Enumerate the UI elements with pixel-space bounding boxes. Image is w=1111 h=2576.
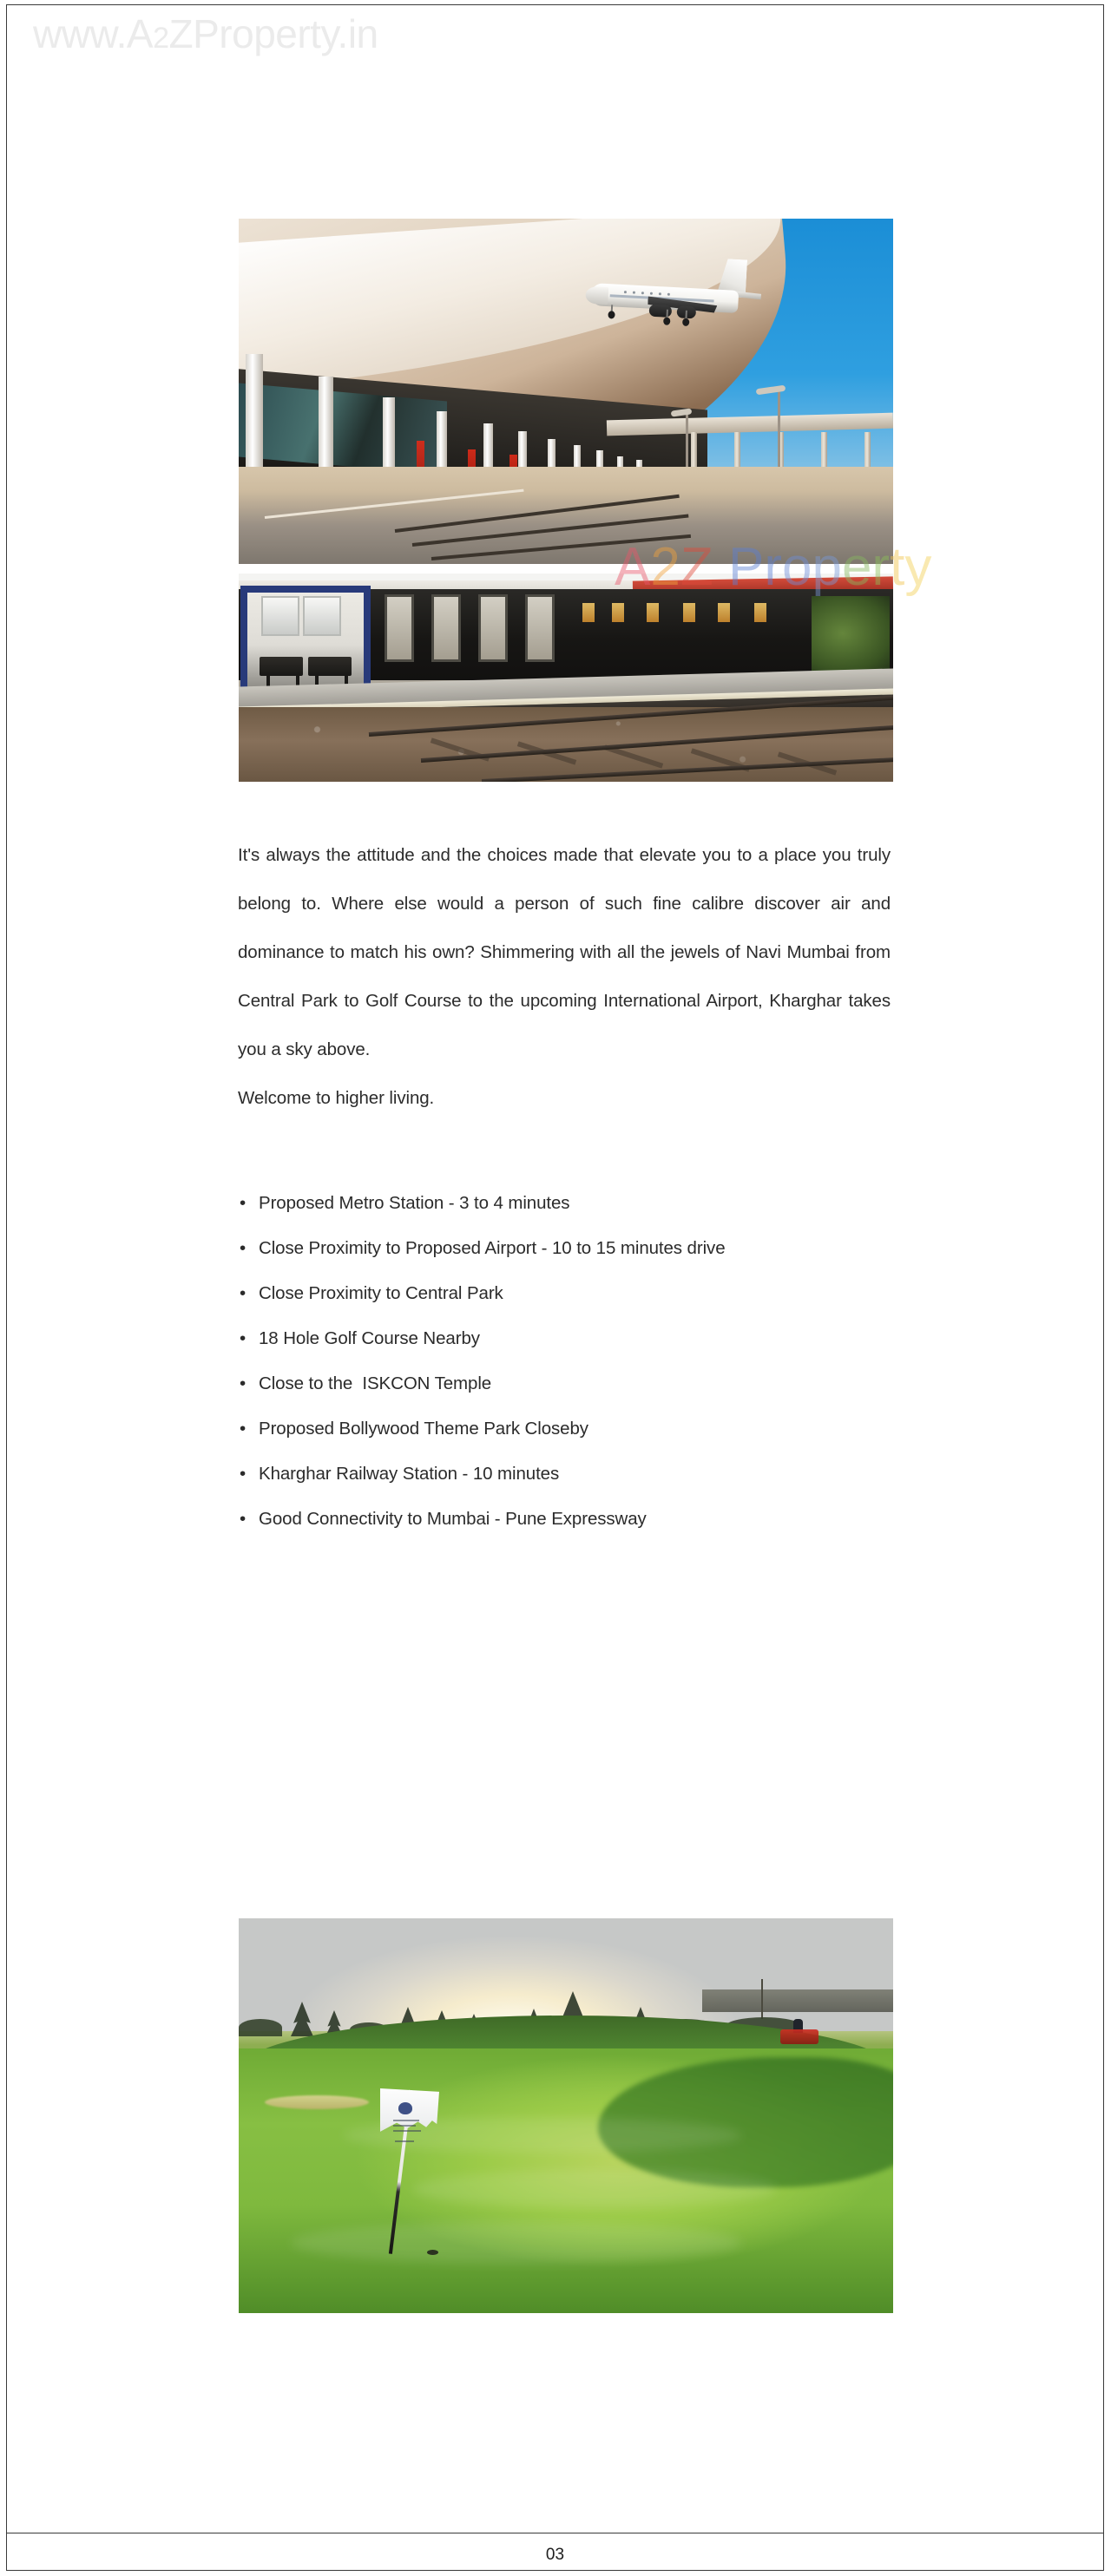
list-item-label: Close to the ISKCON Temple [259,1373,492,1393]
flag-text-line [393,2120,419,2121]
tree [291,2002,313,2036]
airplane-window [641,292,644,294]
landing-gear-wheel [608,311,615,318]
red-mower [780,2029,818,2044]
station-door [525,594,555,662]
bullet-icon: • [240,1509,247,1529]
lit-window [582,603,595,622]
site-url-watermark [33,10,378,57]
lit-window [683,603,695,622]
features-list [240,1181,899,1542]
list-item [240,1316,899,1361]
list-item-label: Good Connectivity to Mumbai - Pune Expressway [259,1509,647,1529]
logo-letter: e [841,537,872,597]
lit-window [647,603,659,622]
platform-bench [308,657,352,676]
brochure-page [6,4,1104,2571]
bush [239,2019,282,2036]
lit-window [754,603,766,622]
list-item-label: Close Proximity to Proposed Airport - 10 to 15 minutes drive [259,1238,726,1258]
trackside-greenery [812,596,890,671]
intro-closing-text: Welcome to higher living. [238,1088,435,1108]
flag-text-line [393,2130,421,2132]
bullet-icon: • [240,1193,247,1213]
list-item-label: Proposed Metro Station - 3 to 4 minutes [259,1193,570,1213]
list-item [240,1226,899,1271]
photo-airport [239,219,893,564]
logo-letter: 2 [650,537,680,597]
list-item-label: Kharghar Railway Station - 10 minutes [259,1464,560,1484]
street-lamp-head [756,385,786,396]
logo-letter: A [615,537,651,597]
flag-text-line [395,2140,414,2142]
list-item-label: Close Proximity to Central Park [259,1283,503,1303]
logo-letter: p [812,537,842,597]
logo-letter: y [904,537,932,597]
bench-leg [266,674,270,686]
station-door [385,594,414,662]
lit-window [612,603,624,622]
station-door [431,594,461,662]
url-watermark-suffix: ZProperty.in [168,11,378,56]
airplane-nose [585,286,608,305]
airplane-window [659,292,661,295]
lit-window [718,603,730,622]
airport-access-road [239,467,893,564]
mow-stripe [412,2170,777,2208]
airplane-engine [649,305,673,318]
mow-stripe [291,2222,742,2264]
photo-railway-station [239,574,893,782]
bullet-icon: • [240,1238,247,1258]
list-item [240,1406,899,1452]
list-item [240,1181,899,1226]
bullet-icon: • [240,1283,247,1303]
flag-logo-icon [398,2102,412,2114]
intro-paragraph [238,831,891,1123]
shelter-window [261,596,299,636]
photo-golf-course [239,1918,893,2313]
bullet-icon: • [240,1419,247,1439]
sand-bunker [265,2095,369,2109]
logo-letter: t [890,537,905,597]
url-watermark-prefix: www.A [33,11,154,56]
logo-letter: r [871,537,891,597]
logo-letter: r [764,537,782,597]
logo-letter: Z [680,537,713,597]
golf-hole-cup [427,2250,438,2255]
bullet-icon: • [240,1464,247,1484]
bullet-icon: • [240,1373,247,1393]
logo-letter: o [781,537,812,597]
list-item [240,1361,899,1406]
list-item [240,1452,899,1497]
logo-letter: P [727,537,765,597]
page-number: 03 [545,2546,565,2564]
flag-text-line [393,2125,416,2127]
list-item-label: Proposed Bollywood Theme Park Closeby [259,1419,588,1439]
landing-gear-wheel [682,318,689,326]
airplane [584,253,761,331]
list-item [240,1271,899,1316]
landing-gear-wheel [663,317,670,324]
url-watermark-sub: 2 [153,22,169,55]
bullet-icon: • [240,1328,247,1348]
intro-body-text: It's always the attitude and the choices made that elevate you to a place you truly belong to. Where else would a person of such fine calibre discover air and dominance to match his own? Shimmering with all the jewels of Navi Mumbai from Central Park to Golf Course to the upcoming International Airport, Kharghar takes you a sky above. [238,845,891,1059]
list-item [240,1497,899,1542]
shelter-window [303,596,341,636]
station-door [478,594,508,662]
platform-bench [260,657,303,676]
list-item-label: 18 Hole Golf Course Nearby [259,1328,480,1348]
